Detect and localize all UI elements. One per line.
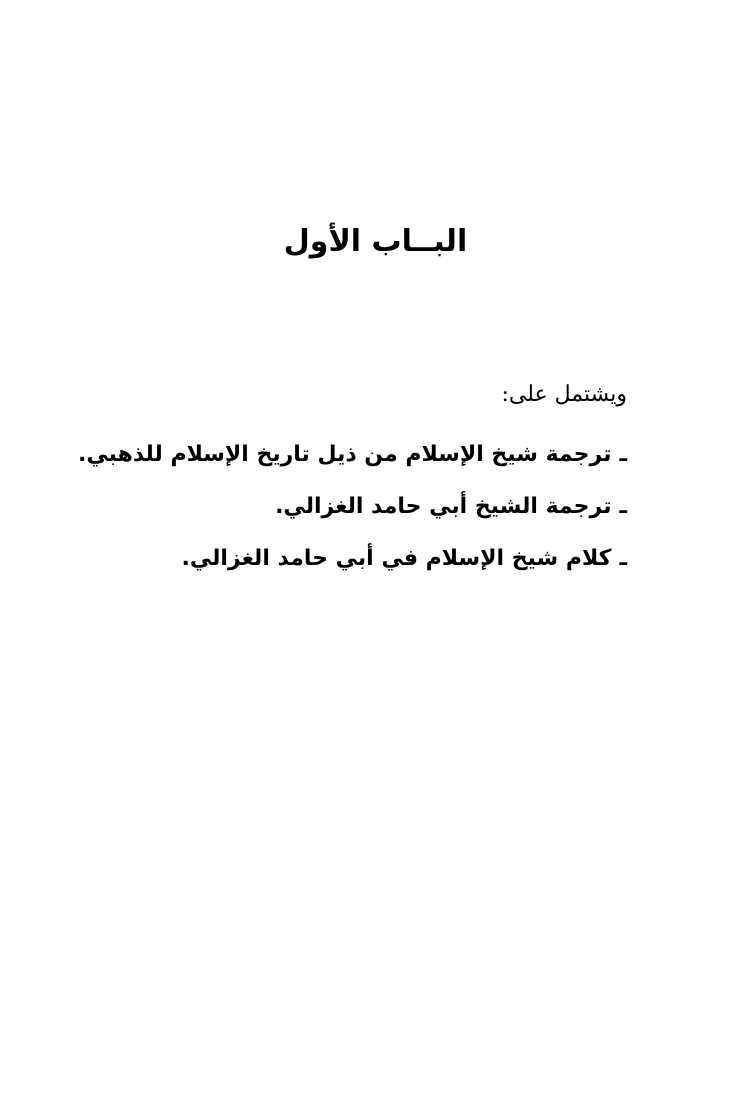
list-item-text: كلام شيخ الإسلام في أبي حامد الغزالي. xyxy=(181,545,612,571)
list-item-text: ترجمة شيخ الإسلام من ذيل تاريخ الإسلام للذهبي. xyxy=(78,441,612,467)
bullet-dash: ـ xyxy=(619,441,627,467)
contents-intro: ويشتمل على: xyxy=(501,382,627,407)
list-item xyxy=(107,480,627,532)
list-item xyxy=(78,428,627,480)
chapter-title: البــاب الأول xyxy=(283,224,468,259)
bullet-dash: ـ xyxy=(619,545,627,571)
bullet-dash: ـ xyxy=(619,493,627,519)
list-item-text: ترجمة الشيخ أبي حامد الغزالي. xyxy=(275,493,612,519)
contents-list xyxy=(78,428,627,584)
list-item xyxy=(107,532,627,584)
